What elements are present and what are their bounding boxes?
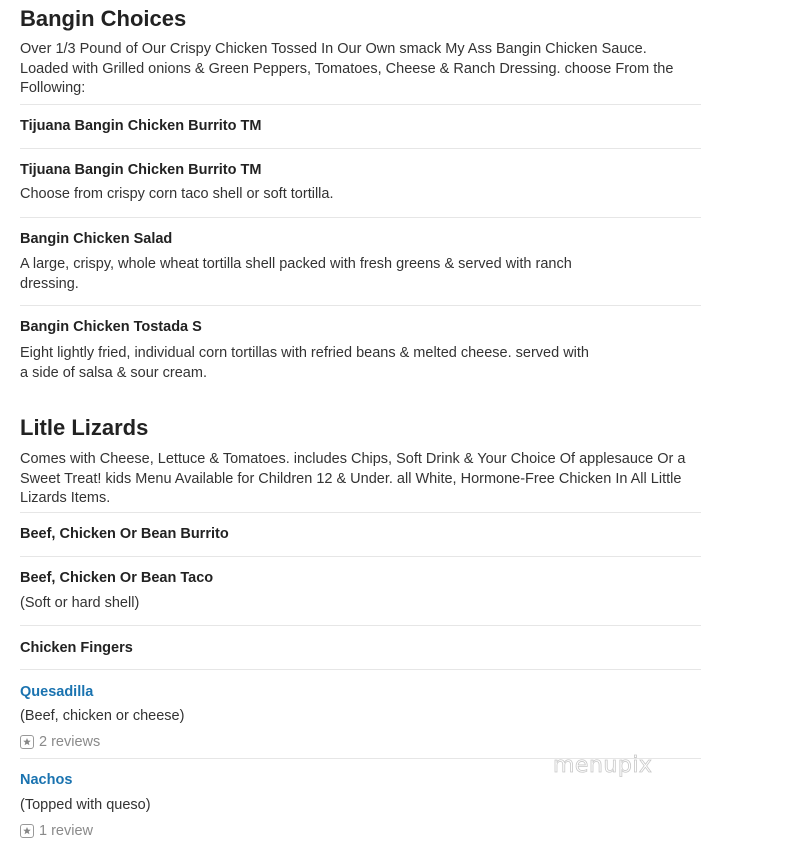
menu-item-name: Tijuana Bangin Chicken Burrito TM xyxy=(20,162,262,178)
section-title: Bangin Choices xyxy=(20,6,187,31)
divider xyxy=(20,305,701,306)
review-star-icon xyxy=(20,735,34,749)
reviews-link[interactable] xyxy=(20,733,100,751)
divider xyxy=(20,148,701,149)
divider xyxy=(20,625,701,626)
menu-item-link-nachos[interactable]: Nachos xyxy=(20,772,73,788)
menu-item-name: Beef, Chicken Or Bean Taco xyxy=(20,570,214,586)
menu-item-description: Eight lightly fried, individual corn tortillas with refried beans & melted cheese. served with a side of salsa & sour cream. xyxy=(20,345,589,381)
divider xyxy=(20,556,701,557)
divider xyxy=(20,217,701,218)
menu-item-name: Chicken Fingers xyxy=(20,640,133,656)
menu-item-link-quesadilla[interactable]: Quesadilla xyxy=(20,684,94,700)
menu-item-description: A large, crispy, whole wheat tortilla shell packed with fresh greens & served with ranch dressing. xyxy=(20,256,572,292)
reviews-link[interactable] xyxy=(20,822,93,840)
menu-item-description: (Topped with queso) xyxy=(20,797,151,813)
menu-item-description: Choose from crispy corn taco shell or soft tortilla. xyxy=(20,186,334,202)
divider xyxy=(20,669,701,670)
review-star-icon xyxy=(20,824,34,838)
section-description: Comes with Cheese, Lettuce & Tomatoes. includes Chips, Soft Drink & Your Choice Of applesauce Or a Sweet Treat! kids Menu Available for Children 12 & Under. all White, Hormone-Free Chicken In All Little Lizards Items. xyxy=(20,451,686,506)
watermark-logo: menupix xyxy=(553,753,653,778)
menu-item-description: (Soft or hard shell) xyxy=(20,595,140,611)
section-title: Litle Lizards xyxy=(20,415,149,440)
divider xyxy=(20,512,701,513)
menu-item-name: Bangin Chicken Salad xyxy=(20,231,173,247)
menu-item-description: (Beef, chicken or cheese) xyxy=(20,708,185,724)
menu-item-name: Beef, Chicken Or Bean Burrito xyxy=(20,526,229,542)
divider xyxy=(20,104,701,105)
reviews-count: 2 reviews xyxy=(39,734,101,750)
reviews-count: 1 review xyxy=(39,823,93,839)
menu-item-name: Bangin Chicken Tostada S xyxy=(20,319,202,335)
section-description: Over 1/3 Pound of Our Crispy Chicken Tossed In Our Own smack My Ass Bangin Chicken Sauce. Loaded with Grilled onions & Green Peppers, Tomatoes, Cheese & Ranch Dressing. choose From the Following: xyxy=(20,41,674,96)
menu-item-name: Tijuana Bangin Chicken Burrito TM xyxy=(20,118,262,134)
